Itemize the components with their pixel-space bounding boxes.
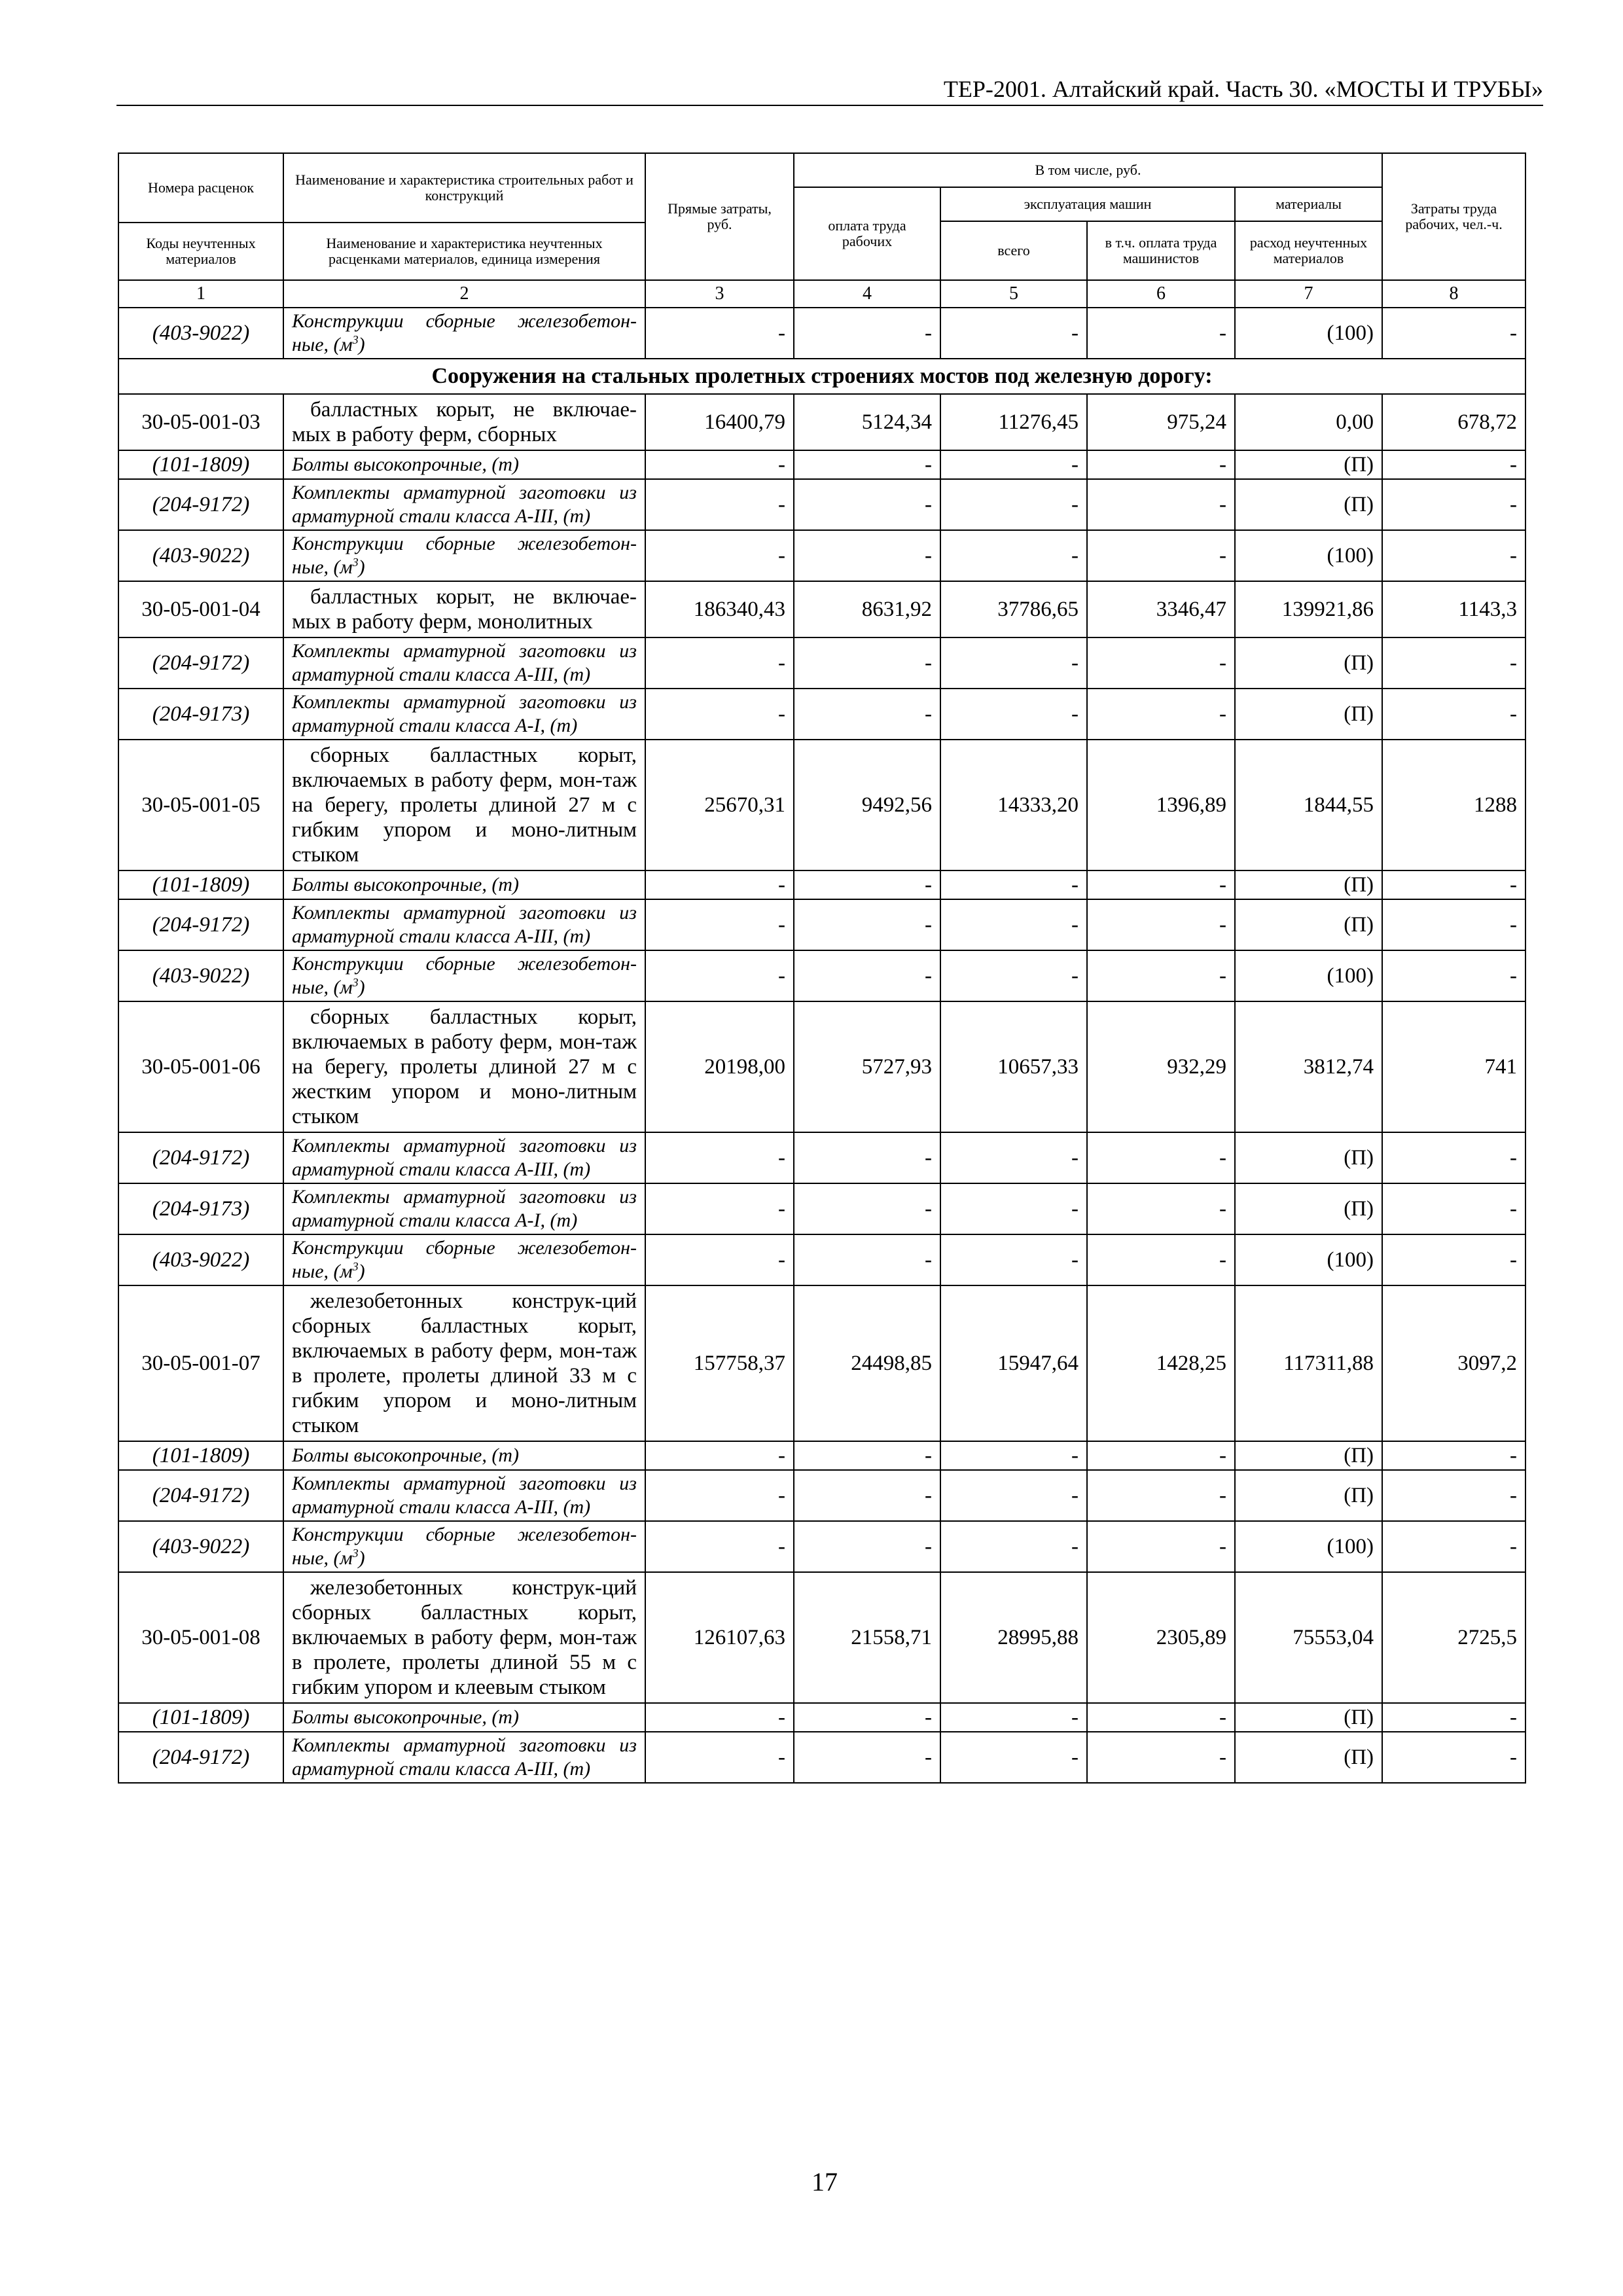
materials-cell: 139921,86: [1235, 581, 1382, 637]
column-number: 7: [1235, 280, 1382, 308]
machines-total-cell: 28995,88: [940, 1572, 1087, 1703]
material-name: Болты высокопрочные, (т): [283, 1703, 645, 1732]
column-number: 2: [283, 280, 645, 308]
material-code: (204-9172): [118, 1470, 283, 1521]
machines-drivers-cell: -: [1087, 308, 1235, 359]
material-name: Комплекты арматурной заготовки из арматурной стали класса А-III, (т): [283, 479, 645, 530]
labor-pay-cell: -: [794, 637, 940, 689]
material-code: (101-1809): [118, 450, 283, 479]
machines-total-cell: 10657,33: [940, 1001, 1087, 1132]
machines-total-cell: -: [940, 1234, 1087, 1285]
materials-cell: (П): [1235, 1470, 1382, 1521]
header-names-top: Наименование и характеристика строительных работ и конструкций: [283, 153, 645, 223]
machines-drivers-cell: -: [1087, 530, 1235, 581]
direct-cost-cell: -: [645, 637, 794, 689]
header-codes-top: Номера расценок: [118, 153, 283, 223]
rate-row: [118, 1001, 1525, 1132]
direct-cost-cell: 186340,43: [645, 581, 794, 637]
table-body: [118, 308, 1525, 1783]
rate-row: [118, 1285, 1525, 1441]
header-direct-costs: Прямые затраты, руб.: [645, 153, 794, 280]
material-code: (403-9022): [118, 950, 283, 1001]
direct-cost-cell: -: [645, 689, 794, 740]
direct-cost-cell: -: [645, 899, 794, 950]
header-materials: материалы: [1235, 187, 1382, 221]
labor-pay-cell: -: [794, 530, 940, 581]
direct-cost-cell: -: [645, 450, 794, 479]
labor-hours-cell: 678,72: [1382, 394, 1525, 450]
labor-hours-cell: -: [1382, 1441, 1525, 1470]
section-row: [118, 359, 1525, 394]
machines-drivers-cell: -: [1087, 689, 1235, 740]
direct-cost-cell: -: [645, 870, 794, 899]
labor-pay-cell: -: [794, 1183, 940, 1234]
rate-code: 30-05-001-04: [118, 581, 283, 637]
material-row: [118, 1732, 1525, 1783]
direct-cost-cell: -: [645, 308, 794, 359]
direct-cost-cell: -: [645, 1732, 794, 1783]
labor-hours-cell: -: [1382, 479, 1525, 530]
material-name: Комплекты арматурной заготовки из арматурной стали класса А-III, (т): [283, 1132, 645, 1183]
header-including: В том числе, руб.: [794, 153, 1382, 187]
materials-cell: (100): [1235, 1234, 1382, 1285]
labor-hours-cell: -: [1382, 899, 1525, 950]
material-name: Болты высокопрочные, (т): [283, 450, 645, 479]
machines-drivers-cell: -: [1087, 1470, 1235, 1521]
rate-code: 30-05-001-03: [118, 394, 283, 450]
direct-cost-cell: -: [645, 1234, 794, 1285]
labor-pay-cell: -: [794, 1132, 940, 1183]
material-row: [118, 308, 1525, 359]
material-code: (204-9172): [118, 637, 283, 689]
machines-total-cell: -: [940, 1703, 1087, 1732]
material-row: [118, 637, 1525, 689]
materials-cell: (П): [1235, 689, 1382, 740]
machines-drivers-cell: -: [1087, 637, 1235, 689]
materials-cell: (100): [1235, 530, 1382, 581]
header-labor-pay: оплата труда рабочих: [794, 187, 940, 280]
direct-cost-cell: 20198,00: [645, 1001, 794, 1132]
material-row: [118, 1132, 1525, 1183]
material-name: Болты высокопрочные, (т): [283, 870, 645, 899]
labor-hours-cell: -: [1382, 637, 1525, 689]
machines-total-cell: -: [940, 1132, 1087, 1183]
section-title: Сооружения на стальных пролетных строениях мостов под железную дорогу:: [118, 359, 1525, 394]
labor-pay-cell: -: [794, 1521, 940, 1572]
materials-cell: (П): [1235, 1441, 1382, 1470]
machines-total-cell: -: [940, 1470, 1087, 1521]
machines-total-cell: -: [940, 1521, 1087, 1572]
labor-hours-cell: -: [1382, 870, 1525, 899]
machines-total-cell: 37786,65: [940, 581, 1087, 637]
machines-total-cell: -: [940, 637, 1087, 689]
direct-cost-cell: -: [645, 1470, 794, 1521]
machines-total-cell: -: [940, 308, 1087, 359]
page-header: ТЕР-2001. Алтайский край. Часть 30. «МОСТЫ И ТРУБЫ»: [943, 76, 1543, 102]
labor-pay-cell: -: [794, 1703, 940, 1732]
work-name: балластных корыт, не включае-мых в работу ферм, сборных: [283, 394, 645, 450]
machines-drivers-cell: 3346,47: [1087, 581, 1235, 637]
direct-cost-cell: 25670,31: [645, 740, 794, 870]
direct-cost-cell: -: [645, 479, 794, 530]
material-name: Конструкции сборные железобетон-ные, $(м^3)$: [283, 530, 645, 581]
direct-cost-cell: 126107,63: [645, 1572, 794, 1703]
work-name: сборных балластных корыт, включаемых в работу ферм, мон-таж на берегу, пролеты длиной 27 м с гибким упором и моно-литным стыком: [283, 740, 645, 870]
column-number: 6: [1087, 280, 1235, 308]
materials-cell: 3812,74: [1235, 1001, 1382, 1132]
material-code: (204-9172): [118, 1132, 283, 1183]
materials-cell: (П): [1235, 870, 1382, 899]
machines-total-cell: -: [940, 689, 1087, 740]
header-labor-hours: Затраты труда рабочих, чел.-ч.: [1382, 153, 1525, 280]
material-code: (204-9172): [118, 899, 283, 950]
labor-pay-cell: -: [794, 479, 940, 530]
materials-cell: (П): [1235, 899, 1382, 950]
machines-total-cell: 14333,20: [940, 740, 1087, 870]
work-name: железобетонных конструк-ций сборных балластных корыт, включаемых в работу ферм, мон-таж в пролете, пролеты длиной 33 м с гибким упором и моно-литным стыком: [283, 1285, 645, 1441]
material-row: [118, 1183, 1525, 1234]
material-name: Комплекты арматурной заготовки из арматурной стали класса А-III, (т): [283, 899, 645, 950]
labor-pay-cell: -: [794, 1441, 940, 1470]
labor-hours-cell: 1143,3: [1382, 581, 1525, 637]
labor-pay-cell: -: [794, 1234, 940, 1285]
labor-pay-cell: -: [794, 1470, 940, 1521]
material-name: Конструкции сборные железобетон-ные, $(м^3)$: [283, 1521, 645, 1572]
labor-pay-cell: 21558,71: [794, 1572, 940, 1703]
machines-drivers-cell: -: [1087, 899, 1235, 950]
material-code: (403-9022): [118, 1234, 283, 1285]
labor-hours-cell: -: [1382, 1732, 1525, 1783]
machines-drivers-cell: -: [1087, 1732, 1235, 1783]
labor-hours-cell: 1288: [1382, 740, 1525, 870]
materials-cell: (П): [1235, 450, 1382, 479]
labor-hours-cell: -: [1382, 1183, 1525, 1234]
labor-hours-cell: -: [1382, 1703, 1525, 1732]
column-number: 1: [118, 280, 283, 308]
materials-cell: (П): [1235, 1183, 1382, 1234]
material-name: Комплекты арматурной заготовки из арматурной стали класса А-III, (т): [283, 1470, 645, 1521]
machines-total-cell: -: [940, 530, 1087, 581]
material-name: Комплекты арматурной заготовки из арматурной стали класса А-III, (т): [283, 1732, 645, 1783]
labor-pay-cell: -: [794, 899, 940, 950]
labor-pay-cell: 24498,85: [794, 1285, 940, 1441]
machines-drivers-cell: -: [1087, 950, 1235, 1001]
materials-cell: 1844,55: [1235, 740, 1382, 870]
header-codes-bottom: Коды неучтенных материалов: [118, 223, 283, 280]
machines-total-cell: 15947,64: [940, 1285, 1087, 1441]
machines-drivers-cell: -: [1087, 1132, 1235, 1183]
work-name: балластных корыт, не включае-мых в работу ферм, монолитных: [283, 581, 645, 637]
column-number: 3: [645, 280, 794, 308]
labor-pay-cell: -: [794, 450, 940, 479]
machines-drivers-cell: 932,29: [1087, 1001, 1235, 1132]
materials-cell: (П): [1235, 1132, 1382, 1183]
machines-total-cell: -: [940, 870, 1087, 899]
direct-cost-cell: -: [645, 1703, 794, 1732]
machines-total-cell: -: [940, 1441, 1087, 1470]
materials-cell: (П): [1235, 1732, 1382, 1783]
machines-drivers-cell: -: [1087, 479, 1235, 530]
material-name: Конструкции сборные железобетон-ные, $(м^3)$: [283, 308, 645, 359]
labor-hours-cell: -: [1382, 450, 1525, 479]
material-row: [118, 870, 1525, 899]
labor-hours-cell: -: [1382, 1470, 1525, 1521]
header-materials-unaccounted: расход неучтенных материалов: [1235, 221, 1382, 280]
material-name: Комплекты арматурной заготовки из арматурной стали класса А-III, (т): [283, 637, 645, 689]
material-code: (101-1809): [118, 1441, 283, 1470]
material-code: (204-9173): [118, 1183, 283, 1234]
header-rule: [116, 105, 1543, 106]
column-number: 4: [794, 280, 940, 308]
materials-cell: (100): [1235, 1521, 1382, 1572]
materials-cell: (П): [1235, 479, 1382, 530]
labor-pay-cell: -: [794, 870, 940, 899]
material-row: [118, 1441, 1525, 1470]
labor-hours-cell: 741: [1382, 1001, 1525, 1132]
price-table: [118, 152, 1526, 1784]
direct-cost-cell: 157758,37: [645, 1285, 794, 1441]
machines-drivers-cell: -: [1087, 450, 1235, 479]
labor-pay-cell: -: [794, 308, 940, 359]
machines-drivers-cell: 1428,25: [1087, 1285, 1235, 1441]
materials-cell: 0,00: [1235, 394, 1382, 450]
work-name: железобетонных конструк-ций сборных балластных корыт, включаемых в работу ферм, мон-таж в пролете, пролеты длиной 55 м с гибким упором и клеевым стыком: [283, 1572, 645, 1703]
column-number: 8: [1382, 280, 1525, 308]
labor-hours-cell: -: [1382, 689, 1525, 740]
materials-cell: 75553,04: [1235, 1572, 1382, 1703]
column-number-row: [118, 280, 1525, 308]
labor-hours-cell: 3097,2: [1382, 1285, 1525, 1441]
machines-drivers-cell: -: [1087, 1441, 1235, 1470]
material-row: [118, 1521, 1525, 1572]
material-name: Комплекты арматурной заготовки из арматурной стали класса А-I, (т): [283, 1183, 645, 1234]
direct-cost-cell: -: [645, 530, 794, 581]
machines-drivers-cell: -: [1087, 1703, 1235, 1732]
machines-total-cell: -: [940, 1183, 1087, 1234]
rate-code: 30-05-001-06: [118, 1001, 283, 1132]
direct-cost-cell: -: [645, 1441, 794, 1470]
material-name: Болты высокопрочные, (т): [283, 1441, 645, 1470]
machines-drivers-cell: -: [1087, 870, 1235, 899]
machines-total-cell: 11276,45: [940, 394, 1087, 450]
work-name: сборных балластных корыт, включаемых в работу ферм, мон-таж на берегу, пролеты длиной 27 м с жестким упором и моно-литным стыком: [283, 1001, 645, 1132]
page-number: 17: [812, 2167, 838, 2197]
material-row: [118, 530, 1525, 581]
material-row: [118, 1703, 1525, 1732]
material-name: Конструкции сборные железобетон-ные, $(м^3)$: [283, 1234, 645, 1285]
material-code: (101-1809): [118, 1703, 283, 1732]
direct-cost-cell: -: [645, 1521, 794, 1572]
material-row: [118, 950, 1525, 1001]
materials-cell: 117311,88: [1235, 1285, 1382, 1441]
labor-pay-cell: 5124,34: [794, 394, 940, 450]
direct-cost-cell: 16400,79: [645, 394, 794, 450]
column-number: 5: [940, 280, 1087, 308]
material-code: (403-9022): [118, 308, 283, 359]
rate-code: 30-05-001-08: [118, 1572, 283, 1703]
material-row: [118, 1470, 1525, 1521]
machines-total-cell: -: [940, 1732, 1087, 1783]
machines-drivers-cell: -: [1087, 1521, 1235, 1572]
rate-row: [118, 394, 1525, 450]
header-machines-drivers: в т.ч. оплата труда машинистов: [1087, 221, 1235, 280]
labor-hours-cell: -: [1382, 530, 1525, 581]
direct-cost-cell: -: [645, 1183, 794, 1234]
labor-hours-cell: 2725,5: [1382, 1572, 1525, 1703]
material-code: (204-9172): [118, 1732, 283, 1783]
machines-drivers-cell: -: [1087, 1234, 1235, 1285]
machines-drivers-cell: 2305,89: [1087, 1572, 1235, 1703]
labor-hours-cell: -: [1382, 1234, 1525, 1285]
rate-row: [118, 581, 1525, 637]
materials-cell: (П): [1235, 1703, 1382, 1732]
material-row: [118, 689, 1525, 740]
machines-total-cell: -: [940, 899, 1087, 950]
machines-drivers-cell: -: [1087, 1183, 1235, 1234]
labor-pay-cell: -: [794, 1732, 940, 1783]
material-code: (403-9022): [118, 530, 283, 581]
machines-total-cell: -: [940, 479, 1087, 530]
labor-hours-cell: -: [1382, 1521, 1525, 1572]
machines-drivers-cell: 1396,89: [1087, 740, 1235, 870]
rate-code: 30-05-001-07: [118, 1285, 283, 1441]
materials-cell: (П): [1235, 637, 1382, 689]
material-name: Комплекты арматурной заготовки из арматурной стали класса А-I, (т): [283, 689, 645, 740]
material-row: [118, 479, 1525, 530]
material-code: (204-9173): [118, 689, 283, 740]
materials-cell: (100): [1235, 308, 1382, 359]
material-code: (101-1809): [118, 870, 283, 899]
material-code: (204-9172): [118, 479, 283, 530]
material-row: [118, 899, 1525, 950]
labor-hours-cell: -: [1382, 950, 1525, 1001]
header-machines-total: всего: [940, 221, 1087, 280]
rate-code: 30-05-001-05: [118, 740, 283, 870]
labor-hours-cell: -: [1382, 1132, 1525, 1183]
material-code: (403-9022): [118, 1521, 283, 1572]
material-row: [118, 450, 1525, 479]
material-name: Конструкции сборные железобетон-ные, $(м^3)$: [283, 950, 645, 1001]
labor-pay-cell: -: [794, 689, 940, 740]
rate-row: [118, 1572, 1525, 1703]
labor-pay-cell: 8631,92: [794, 581, 940, 637]
machines-drivers-cell: 975,24: [1087, 394, 1235, 450]
labor-pay-cell: -: [794, 950, 940, 1001]
material-row: [118, 1234, 1525, 1285]
header-machines: эксплуатация машин: [940, 187, 1235, 221]
materials-cell: (100): [1235, 950, 1382, 1001]
direct-cost-cell: -: [645, 950, 794, 1001]
machines-total-cell: -: [940, 950, 1087, 1001]
labor-hours-cell: -: [1382, 308, 1525, 359]
rate-row: [118, 740, 1525, 870]
machines-total-cell: -: [940, 450, 1087, 479]
header-names-bottom: Наименование и характеристика неучтенных расценками материалов, единица измерения: [283, 223, 645, 280]
direct-cost-cell: -: [645, 1132, 794, 1183]
labor-pay-cell: 5727,93: [794, 1001, 940, 1132]
labor-pay-cell: 9492,56: [794, 740, 940, 870]
